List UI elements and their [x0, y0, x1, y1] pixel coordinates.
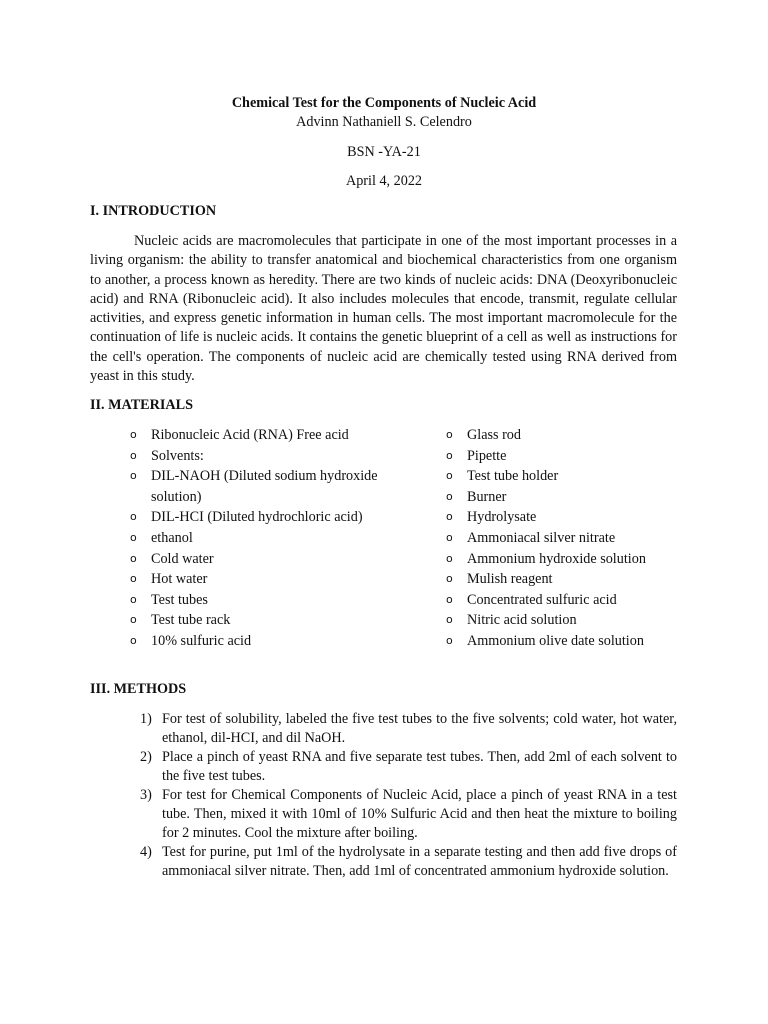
material-label: Mulish reagent	[467, 571, 553, 588]
bullet-icon: o	[446, 633, 453, 647]
material-item	[130, 507, 381, 528]
method-step-text: Place a pinch of yeast RNA and five separate test tubes. Then, add 2ml of each solvent to the five test tubes.	[162, 749, 677, 784]
material-label: Burner	[467, 488, 507, 505]
methods-list	[90, 710, 677, 881]
material-item	[130, 425, 381, 446]
material-label: Solvents:	[151, 447, 204, 464]
method-step-text: For test for Chemical Components of Nucleic Acid, place a pinch of yeast RNA in a test tube. Then, mixed it with 10ml of 10% Sulfuric Acid and then heat the mixture to boiling for 2 minutes. Cool the mixture after boiling.	[162, 787, 677, 841]
bullet-icon: o	[130, 448, 137, 462]
material-item	[446, 425, 697, 446]
document-course: BSN -YA-21	[347, 144, 421, 160]
bullet-icon: o	[130, 510, 137, 524]
material-label: Ammonium hydroxide solution	[467, 550, 646, 567]
material-item	[130, 446, 381, 467]
bullet-icon: o	[130, 530, 137, 544]
bullet-icon: o	[130, 613, 137, 627]
method-step	[90, 748, 677, 786]
material-label: Test tubes	[151, 591, 208, 608]
material-item	[130, 549, 381, 570]
document-date: April 4, 2022	[345, 173, 423, 189]
materials-list-left	[130, 425, 381, 652]
material-label: ethanol	[151, 529, 193, 546]
bullet-icon: o	[446, 530, 453, 544]
method-step-number: 1)	[140, 711, 152, 727]
methods-heading: III. METHODS	[90, 681, 187, 697]
material-item	[130, 528, 381, 549]
bullet-icon: o	[130, 469, 137, 483]
material-label: DIL-NAOH (Diluted sodium hydroxide solution)	[151, 468, 378, 505]
material-label: Nitric acid solution	[467, 612, 577, 629]
document-author: Advinn Nathaniell S. Celendro	[296, 114, 472, 130]
material-label: Hot water	[151, 571, 208, 588]
material-item	[446, 528, 697, 549]
bullet-icon: o	[446, 489, 453, 503]
material-label: 10% sulfuric acid	[151, 632, 252, 649]
material-label: DIL-HCI (Diluted hydrochloric acid)	[151, 509, 363, 526]
bullet-icon: o	[446, 428, 453, 441]
method-step	[90, 710, 677, 748]
bullet-icon: o	[130, 592, 137, 606]
method-step-number: 4)	[140, 844, 152, 860]
introduction-heading: I. INTRODUCTION	[90, 203, 217, 219]
material-label: Pipette	[467, 447, 507, 464]
bullet-icon: o	[446, 448, 453, 462]
method-step-number: 2)	[140, 749, 152, 765]
material-label: Test tube holder	[467, 468, 559, 485]
bullet-icon: o	[130, 551, 137, 565]
material-item	[130, 590, 381, 611]
bullet-icon: o	[446, 592, 453, 606]
material-item	[446, 507, 697, 528]
material-item	[130, 610, 381, 631]
bullet-icon: o	[446, 510, 453, 524]
material-label: Glass rod	[467, 427, 521, 443]
material-item	[130, 466, 381, 507]
bullet-icon: o	[130, 572, 137, 586]
material-label: Test tube rack	[151, 612, 231, 629]
material-item	[446, 446, 697, 467]
bullet-icon: o	[446, 551, 453, 565]
materials-heading: II. MATERIALS	[90, 397, 194, 413]
material-item	[130, 569, 381, 590]
method-step	[90, 786, 677, 843]
bullet-icon: o	[130, 428, 137, 441]
material-item	[446, 487, 697, 508]
material-label: Cold water	[151, 550, 214, 567]
bullet-icon: o	[446, 469, 453, 483]
document-title: Chemical Test for the Components of Nucleic Acid	[231, 95, 537, 111]
material-label: Ribonucleic Acid (RNA) Free acid	[151, 427, 349, 443]
introduction-paragraph: Nucleic acids are macromolecules that participate in one of the most important processes in a living organism: the ability to transfer anatomical and biochemical characteristics from one organism to another, a process known as heredity. There are two kinds of nucleic acids: DNA (Deoxyribonucleic acid) and RNA (Ribonucleic acid). It also includes molecules that encode, transmit, regulate cellular activities, and express genetic information in human cells. The most important macromolecule for the continuation of life is nucleic acids. It contains the genetic blueprint of a cell as well as instructions for the cell's operation. The components of nucleic acid are chemically tested using RNA derived from yeast in this study.	[90, 233, 677, 385]
material-item	[446, 466, 697, 487]
materials-list-right	[446, 425, 697, 652]
material-item	[130, 631, 381, 652]
material-item	[446, 610, 697, 631]
bullet-icon: o	[446, 572, 453, 586]
method-step	[90, 843, 677, 881]
material-label: Concentrated sulfuric acid	[467, 591, 617, 608]
bullet-icon: o	[446, 613, 453, 627]
method-step-text: Test for purine, put 1ml of the hydrolysate in a separate testing and then add five drops of ammoniacal silver nitrate. Then, add 1ml of concentrated ammonium hydroxide solution.	[162, 844, 677, 879]
method-step-text: For test of solubility, labeled the five test tubes to the five solvents; cold water, hot water, ethanol, dil-HCI, and dil NaOH.	[162, 711, 677, 746]
material-item	[446, 631, 697, 652]
material-label: Hydrolysate	[467, 509, 537, 526]
material-label: Ammoniacal silver nitrate	[467, 529, 616, 546]
method-step-number: 3)	[140, 787, 152, 803]
material-item	[446, 569, 697, 590]
material-label: Ammonium olive date solution	[467, 632, 644, 649]
bullet-icon: o	[130, 633, 137, 647]
material-item	[446, 590, 697, 611]
material-item	[446, 549, 697, 570]
